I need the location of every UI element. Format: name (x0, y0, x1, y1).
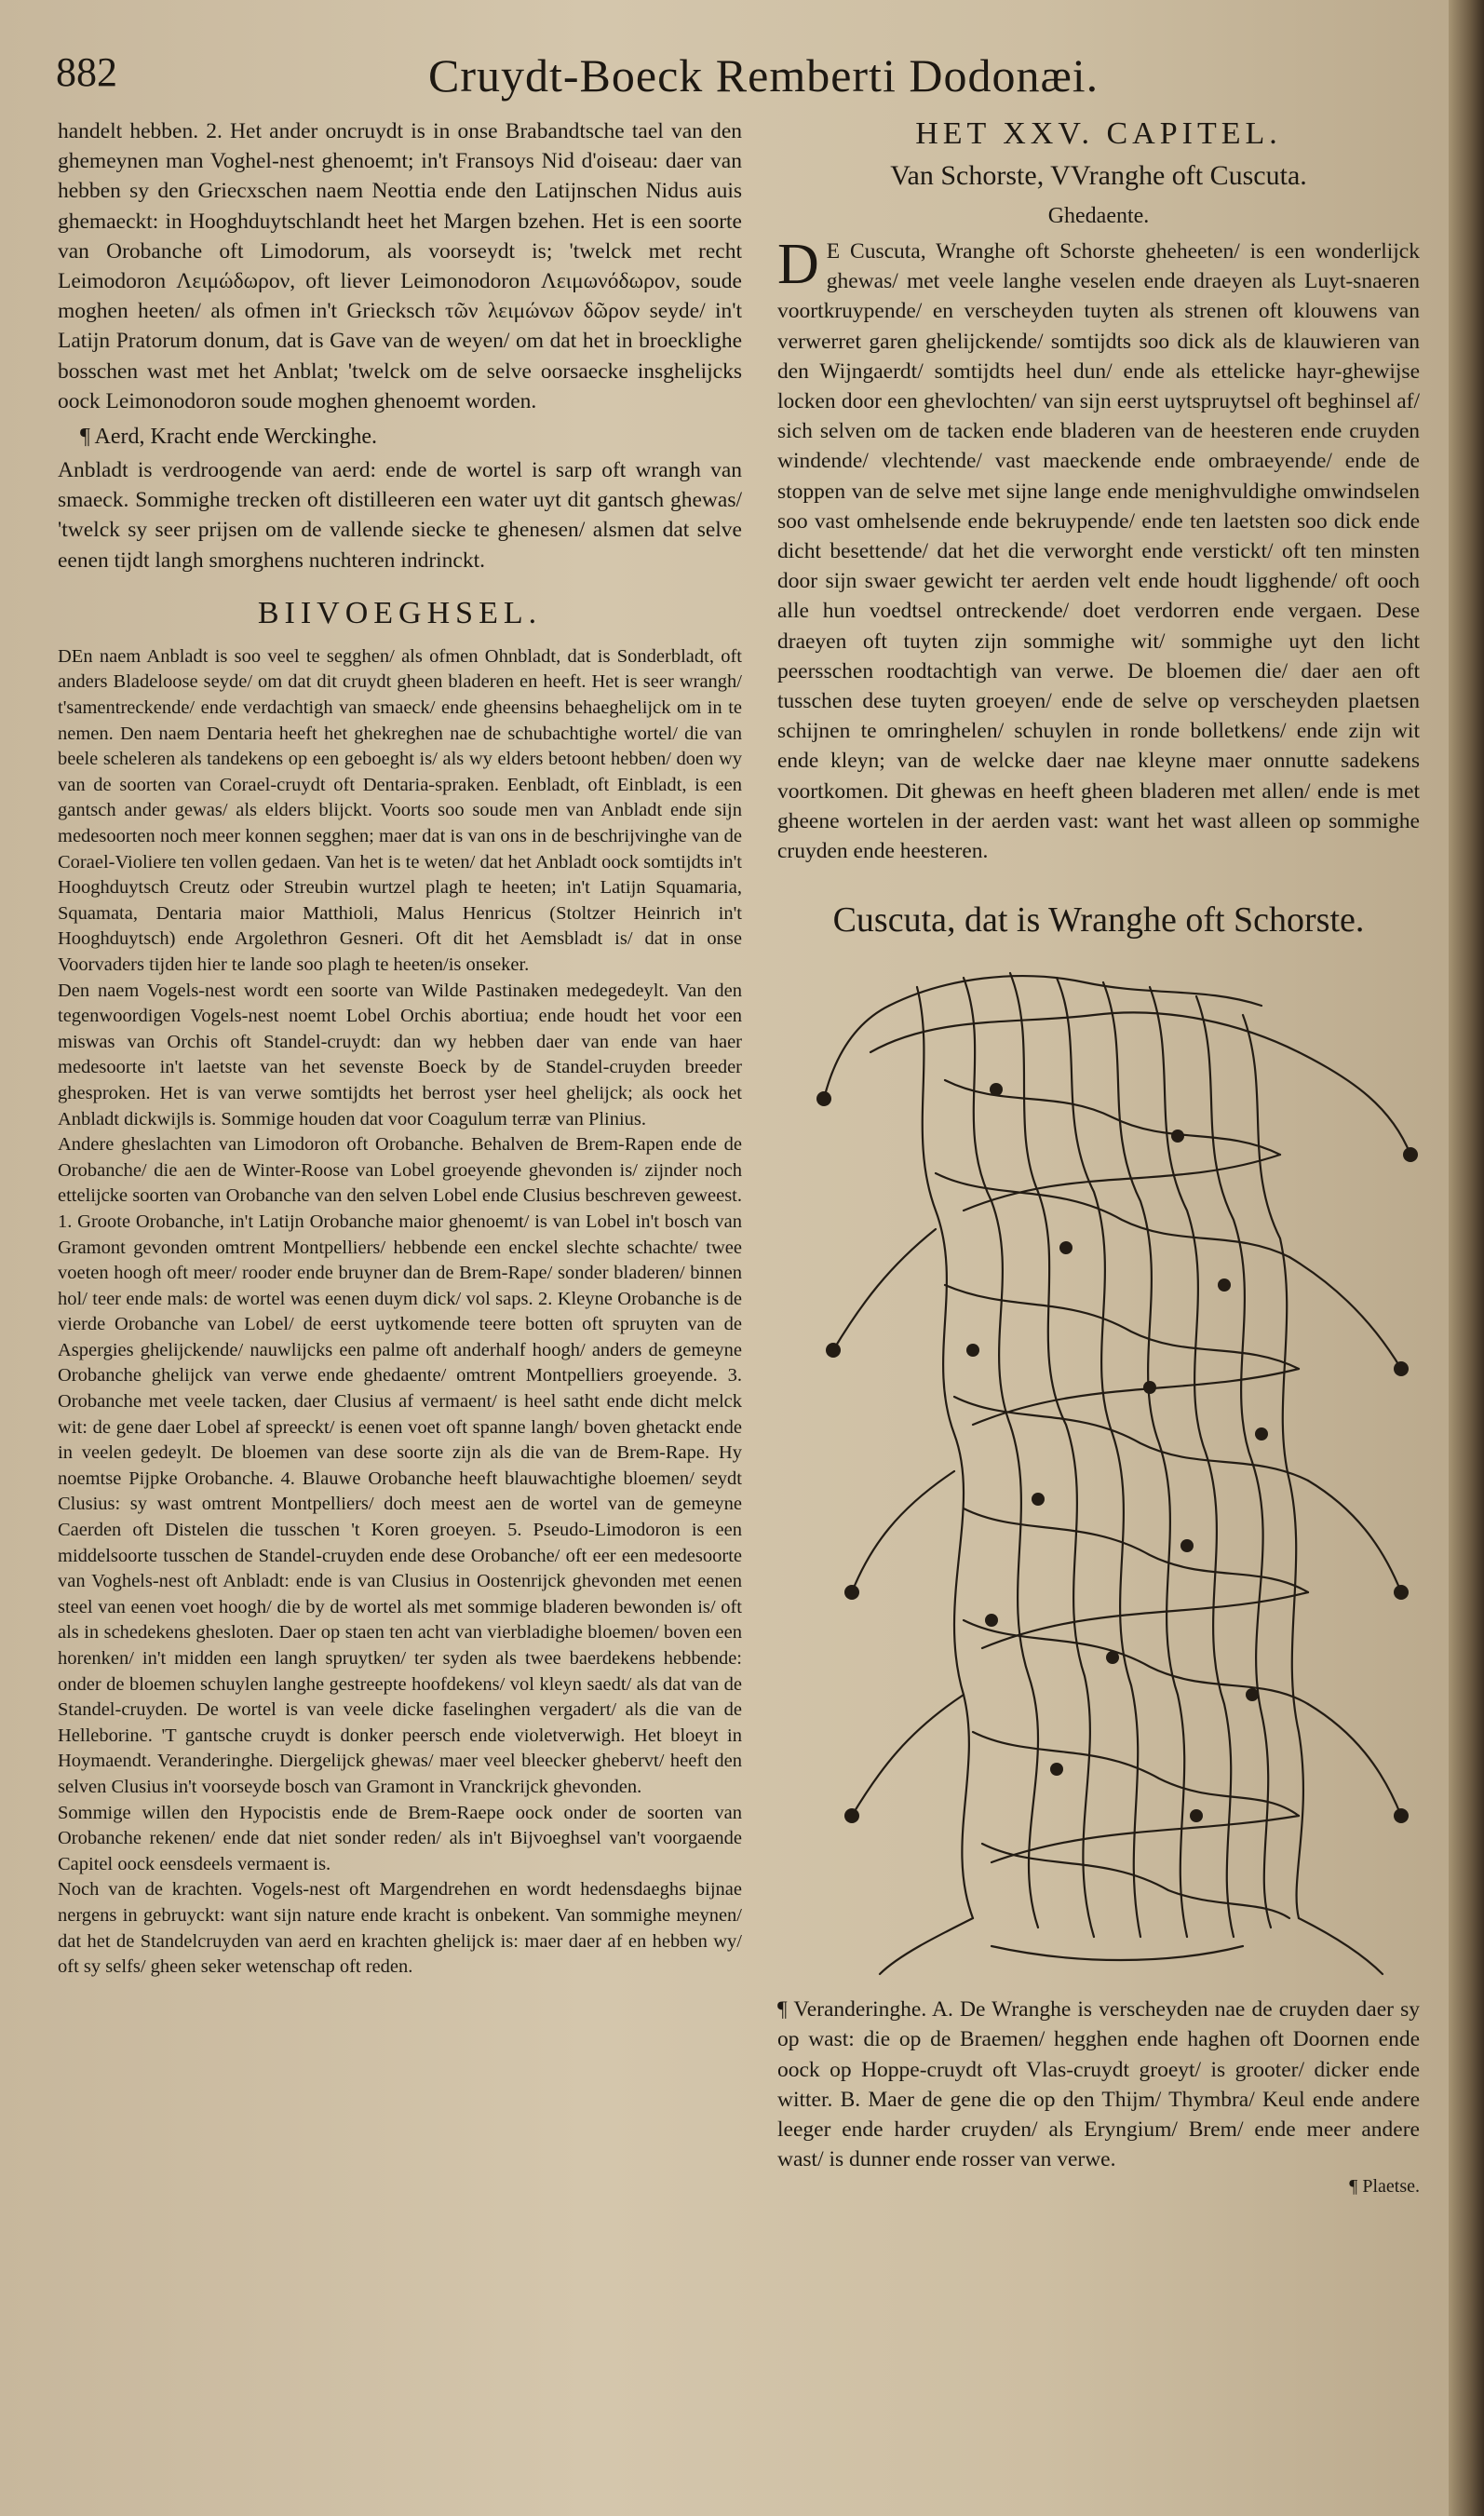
catchword: ¶ Plaetse. (1349, 2176, 1420, 2198)
left-subheading: ¶ Aerd, Kracht ende Werckinghe. (80, 425, 378, 450)
chapter-subtitle: Van Schorste, VVranghe oft Cuscuta. (890, 160, 1307, 191)
page-header (56, 37, 1434, 112)
right-column (777, 116, 1420, 2198)
page-number: 882 (56, 49, 117, 95)
cuscuta-illustration-icon (777, 950, 1420, 1983)
left-paragraph-2: Anbladt is verdroogende van aerd: ende de wortel is sarp oft wrangh van smaeck. Sommighe trecken oft distilleeren een water uyt dit gantsch ghewas/ 'twelck sy seer prijsen om de vallende siecke te ghenesen/ alsmen dat selve eenen tijdt langh smorghens nuchteren indrinckt. (58, 458, 742, 573)
chapter-title: HET XXV. CAPITEL. (915, 116, 1282, 151)
right-paragraph-1 (777, 233, 1420, 866)
running-title: Cruydt-Boeck Remberti Dodonæi. (428, 49, 1100, 101)
bijvoeghsel-heading: BIIVOEGHSEL. (257, 595, 543, 630)
cuscuta-woodcut (777, 950, 1420, 1983)
bijvoeghsel-paragraph-1: DEn naem Anbladt is soo veel te segghen/ als ofmen Ohnbladt, dat is Sonderbladt, oft anders Bladeloose seyde/ om dat dit cruydt gheen bladeren en heeft. Het is seer wrangh/ t'samentreckende/ ende verdachtigh van smaeck/ ende gheensins behaeghelijck om in te nemen. Den naem Dentaria heeft het ghekreghen nae de schubachtighe wortel/ die van beele scheleren als tandekens op een geboeght is/ als wy elders betoont hebben/ doen wy van de soorten van Corael-cruydt oft Dentaria-spraken. Eenbladt, oft Einbladt, is een gantsch ander gewas/ als elders blijckt. Voorts soo soude men van Anbladt ende sijn medesoorten noch meer konnen segghen; maer dat is van ons in de beschrijvinghe van de Corael-Violiere ten vollen gedaen. Van het is te weten/ dat het Anbladt oock somtijdts in't Hooghduytsch Creutz oder Streubin wurtzel plagh te heeten; in't Latijn Squamaria, Squamata, Dentaria maior Matthioli, Malus Henricus (Stoltzer Heinrich in't Hooghduytsch) ende Argolethron Gesneri. Oft dit het Aemsbladt is/ dat in onse Voorvaders tijden hier te lande soo plagh te heeten/is onseker. (58, 645, 742, 975)
right-paragraph-1-text: E Cuscuta, Wranghe oft Schorste gheheeten/ is een wonderlijck ghewas/ met veele langhe veselen ende draeyen als Luyt-snaeren voortkruypende/ en verscheyden tuyten als strenen oft klouwens van verwerret garen ghelijckende/ somtijdts soo dick als de klauwieren van den Wijngaerdt/ somtijdts heel dun/ ende als ettelicke hayr-ghewijse locken door een ghevlochten/ van sijn eerst uytspruytsel oft beghinsel af/ sich selven om de tacken ende bladeren van de heesteren ende cruyden windende/ vlechtende/ vast maeckende ende ombraeyende/ ende de stoppen van de selve met sijne lange ende menighvuldighe omwindselen soo vast omhelsende ende bekruypende/ ende ten laetsten soo dick ende dicht besettende/ dat het die verworght ende verstickt/ oft ten minsten door sijn swaer gewicht ter aerden velt ende houdt ligghende/ oft ooch alle hun voedtsel ontreckende/ doet verdorren ende vergaen. Dese draeyen oft tuyten zijn sommighe wit/ sommighe uyt den licht peersschen roodtachtigh van verwe. De bloemen die/ daer aen oft tusschen dese tuyten groeyen/ ende de selve op verscheyden plaetsen schijnen te omringhelen/ schuylen in ronde bolletkens/ ende zijn wit ende kleyn; van de welcke daer nae kleyne maer onnutte sadekens voortkomen. Dit ghewas en heeft gheen bladeren met allen/ ende is met gheene wortelen in der aerden vast: want het wast alleen op sommighe cruyden ende heesteren. (777, 239, 1420, 864)
bijvoeghsel-paragraph-4: Sommige willen den Hypocistis ende de Brem-Raepe oock onder de soorten van Orobanche rekenen/ ende dat niet sonder reden/ als in't Bijvoeghsel van't voorgaende Capitel oock eensdeels vermaent is. (58, 1802, 742, 1874)
drop-cap: D (777, 233, 819, 296)
chapter-section-heading: Ghedaente. (1047, 204, 1150, 228)
bijvoeghsel-paragraph-2: Den naem Vogels-nest wordt een soorte van Wilde Pastinaken medegedeylt. Van den tegenwoordigen Vogels-nest noemt Lobel Orchis abortiua; ende houdt het voor een miswas van Orchis oft Standel-cruydt: dan wy hebben daer van ende van haer medesoorte in't laetste van het sevenste Boeck by de Standel-cruyden breeder ghesproken. Het is van verwe somtijdts het berrost yser heel ghelijck; als oock het Anbladt dickwijls is. Sommige houden dat voor Coagulum terræ van Plinius. (58, 980, 742, 1129)
bijvoeghsel-paragraph-5: Noch van de krachten. Vogels-nest oft Margendrehen en wordt hedensdaeghs bijnae nergens in gebruyckt: want sijn nature ende kracht is onbekent. Van sommighe meynen/ dat het de Standelcruyden van aerd en krachten ghelijck is: maer daer af en hebben wy/ oft sy selfs/ gheen seker wetenschap oft reden. (58, 1879, 742, 1978)
left-paragraph-1: handelt hebben. 2. Het ander oncruydt is in onse Brabandtsche tael van den ghemeynen man Voghel-nest ghenoemt; in't Fransoys Nid d'oiseau: daer van hebben sy den Griecxschen naem Neottia ende den Latijnschen Nidus auis ghemaeckt: in Hooghduytschlandt heet het Margen bzehen. Het is een soorte van Orobanche oft Limodorum, als voorseydt is; 'twelck met recht Leimodoron Λειμώδωρον, oft liever Leimonodoron Λειμωνόδωρον, soude moghen heeten/ als ofmen in't Griecksch τῶν λειμώνων δῶρον seyde/ in't Latijn Pratorum donum, dat is Gave van de weyen/ om dat het in broecklighe bosschen wast met het Anblat; 'twelck om de selve oorsaecke insghelijcks oock Leimonodoron soude moghen ghenoemt worden. (58, 119, 742, 413)
left-column (58, 116, 742, 1981)
book-spine (1449, 0, 1484, 2516)
bijvoeghsel-paragraph-3: Andere gheslachten van Limodoron oft Orobanche. Behalven de Brem-Rapen ende de Orobanche/ die aen de Winter-Roose van Lobel groeyende ghevonden is/ zijnder noch ettelijcke soorten van Orobanche van den selven Lobel ende Clusius beschreven geweest. 1. Groote Orobanche, in't Latijn Orobanche maior ghenoemt/ is van Lobel in't bosch van Gramont gevonden omtrent Montpelliers/ hebbende een enckel slechte schachte/ twee voeten hoogh oft meer/ rooder ende bruyner dan de Brem-Rape/ sonder bladeren/ binnen hol/ teer ende mals: de wortel was eenen duym dick/ vol saps. 2. Kleyne Orobanche is de vierde Orobanche van Lobel/ de eerst uytkomende teere botten oft spruyten van de Aspergies ghelijckende/ nauwlijcks een palme oft anderhalf hoogh/ anders de gemeyne Orobanche ghelijck van verwe ende ghedaente/ omtrent Montpelliers groeyende. 3. Orobanche met veele tacken, daer Clusius af vermaent/ is heel satht ende dicht melck wit: de gene daer Lobel af spreeckt/ is eenen voet oft spanne langh/ boven ghetackt ende in veelen gedeylt. De bloemen van dese soorte zijn als die van de Brem-Rape. Hy noemtse Pijpke Orobanche. 4. Blauwe Orobanche heeft blauwachtighe bloemen/ seydt Clusius: sy wast omtrent Montpelliers/ doch meest aen de wortel van de gemeyne Caerden oft Distelen die tusschen 't Koren groeyen. 5. Pseudo-Limodoron is een middelsoorte tusschen de Standel-cruyden ende dese Orobanche/ oft eer een medesoorte van Voghels-nest oft Anbladt: ende is van Clusius in Oostenrijck ghevonden met eenen steel van eenen voet hoogh/ die by de wortel als met sommige bladeren bewonden is/ oft als in schedekens ghesloten. Daer op staen ten acht van vierbladighe bloemen/ boven een horenken/ in't midden een langh spruytken/ ter syden als twee baerdekens hebbende: onder de bloemen schuylen langhe gestreepte hoofdekens/ vol kleyn saedt/ als dat van de Standel-cruyden. De wortel is van veele dicke faselinghen vergadert/ als die van de Helleborine. 'T gantsche cruydt is donker peersch ende violetverwigh. Het bloeyt in Hoymaendt. Veranderinghe. Diergelijck ghewas/ maer veel bleecker ghebervt/ heeft den selven Clusius in't voorseyde bosch van Gramont in Vranckrijck ghevonden. (58, 1134, 742, 1797)
figure-caption: Cuscuta, dat is Wranghe oft Schorste. (832, 900, 1365, 940)
right-paragraph-2: ¶ Veranderinghe. A. De Wranghe is verscheyden nae de cruyden daer sy op wast: die op de Braemen/ hegghen ende haghen oft Doornen ende oock op Hoppe-cruydt oft Vlas-cruydt groeyt/ is grooter/ dicker ende witter. B. Maer de gene die op den Thijm/ Thymbra/ Keul ende andere leeger ende harder cruyden/ als Eryngium/ Brem/ ende meer andere wast/ is dunner ende rosser van verwe. (777, 1997, 1420, 2172)
